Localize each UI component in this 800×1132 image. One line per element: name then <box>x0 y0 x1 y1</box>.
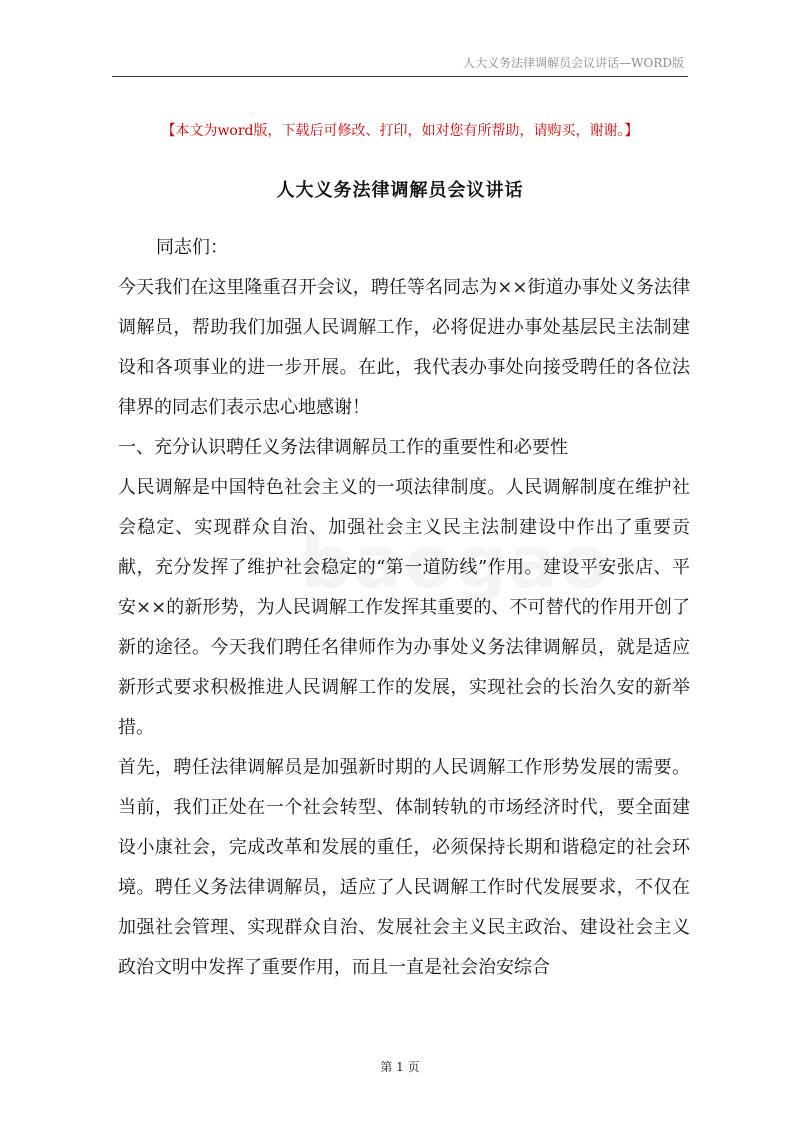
paragraph-intro: 今天我们在这里隆重召开会议，聘任等名同志为××街道办事处义务法律调解员，帮助我们加强人民调解工作，必将促进办事处基层民主法制建设和各项事业的进一步开展。在此，我代表办事处向接受聘任的各位法律界的同志们表示忠心地感谢！ <box>118 277 690 418</box>
paragraph-mediation-system: 人民调解是中国特色社会主义的一项法律制度。人民调解制度在维护社会稳定、实现群众自治、加强社会主义民主法制建设中作出了重要贡献，充分发挥了维护社会稳定的“第一道防线”作用。建设平安张店、平安××的新形势，为人民调解工作发挥其重要的、不可替代的作用开创了新的途径。今天我们聘任名律师作为办事处义务法律调解员，就是适应新形式要求积极推进人民调解工作的发展，实现社会的长治久安的新举措。 <box>118 477 690 738</box>
header-title: 人大义务法律调解员会议讲话—WORD版 <box>463 56 684 70</box>
page-header <box>112 52 688 77</box>
document-body <box>118 228 690 988</box>
paragraph-first-point: 首先，聘任法律调解员是加强新时期的人民调解工作形势发展的需要。当前，我们正处在一个社会转型、体制转轨的市场经济时代，要全面建设小康社会，完成改革和发展的重任，必须保持长期和谐稳定的社会环境。聘任义务法律调解员，适应了人民调解工作时代发展要求，不仅在加强社会管理、实现群众自治、发展社会主义民主政治、建设社会主义政治文明中发挥了重要作用，而且一直是社会治安综合 <box>118 757 690 978</box>
page-number: 第 1 页 <box>380 1060 420 1074</box>
document-title: 人大义务法律调解员会议讲话 <box>276 180 524 201</box>
purchase-notice: 【本文为word版，下载后可修改、打印，如对您有所帮助，请购买，谢谢。】 <box>161 123 639 139</box>
salutation: 同志们： <box>156 237 228 258</box>
section-heading-1: 一、充分认识聘任义务法律调解员工作的重要性和必要性 <box>118 437 568 458</box>
